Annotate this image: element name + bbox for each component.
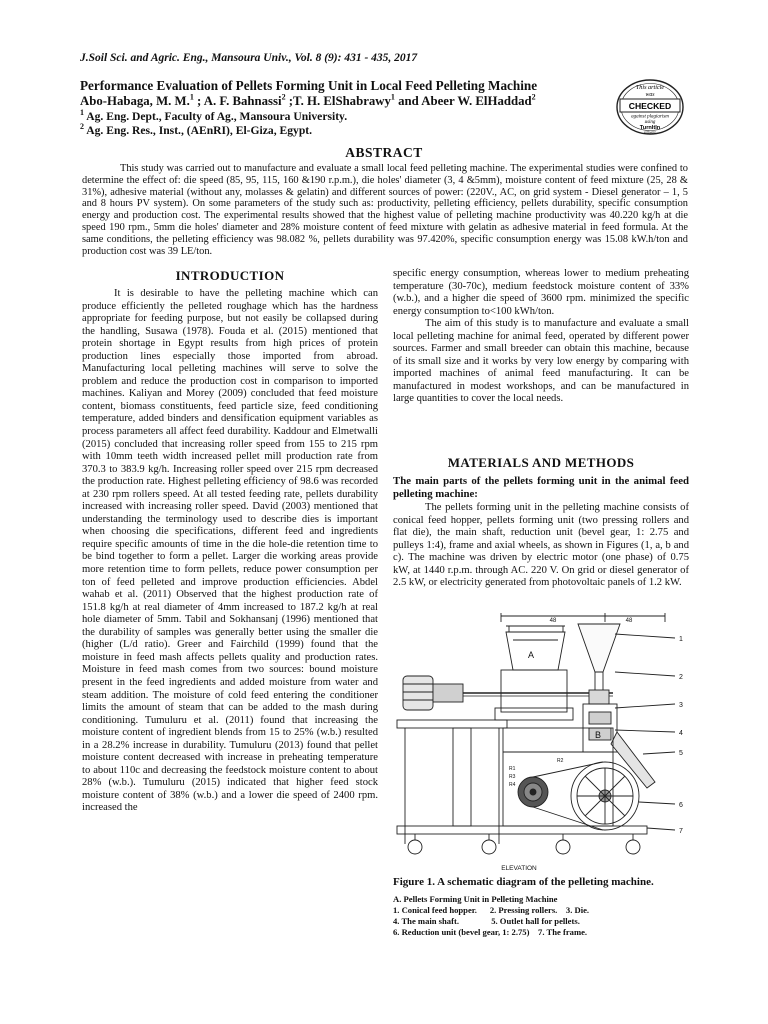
figure-legend [393, 894, 693, 938]
callout-2: 2 [679, 674, 683, 681]
electric-motor [403, 676, 433, 710]
wheel-1 [408, 840, 422, 854]
badge-line-2: was [645, 92, 655, 98]
abstract-heading: ABSTRACT [345, 145, 423, 160]
materials-paragraph: The pellets forming unit in the pelleting machine consists of conical feed hopper, pellets forming unit (two pressing rollers and flat die), the main shaft, reduction unit (bevel gear, 1: 2.75 and pulleys 1:4), frame and axial wheels, as shown in Figures (1, a, b and c). The machine was driven by electric motor (one phase) of 0.75 kW, at 1440 r.p.m. through AC. 220 V. On grid or diesel generator of 2.5 kW, or electricity generated from photovoltaic panels of 1.2 kW. [393, 502, 689, 589]
label-a: A [527, 650, 535, 660]
figure-caption: Figure 1. A schematic diagram of the pelleting machine. [393, 876, 654, 888]
author-4: and Abeer W. ElHaddad [394, 94, 532, 108]
wheel-3 [556, 840, 570, 854]
badge-line-5: using [644, 120, 656, 125]
affiliation-1-number: 1 [80, 108, 84, 118]
author-2: ; A. F. Bahnassi [193, 94, 282, 108]
plagiarism-check-badge [615, 78, 685, 136]
legend-line-4: 6. Reduction unit (bevel gear, 1: 2.75) 7. The frame. [393, 927, 588, 937]
affiliation-2-text: Ag. Eng. Res., Inst., (AEnRI), El-Giza, Egypt. [84, 124, 313, 137]
outlet-chute [611, 732, 655, 788]
frame-table [397, 720, 507, 728]
legend-line-2: 1. Conical feed hopper. 2. Pressing rollers. 3. Die. [393, 905, 590, 915]
affiliation-1-text: Ag. Eng. Dept., Faculty of Ag., Mansoura University. [84, 110, 348, 123]
pulley-r2: R2 [557, 758, 564, 764]
author-1: Abo-Habaga, M. M. [80, 94, 190, 108]
elevation-label: ELEVATION [501, 865, 537, 872]
author-3-affil: 1 [390, 92, 395, 102]
hopper-a [506, 632, 565, 670]
aim-paragraph: The aim of this study is to manufacture and evaluate a small local pelleting machine for animal feed, operated by different power sources. Farmer and small breeder can obtain this machine, because of its small size and it works by very low energy by comparing with imported machines of animal feed manufacturing. It can be manufactured in modest workshops, and can be manufactured in large quantities to cover the local needs. [393, 318, 689, 405]
intro-continuation: specific energy consumption, whereas lower to medium preheating temperature (30-70c), medium feedstock moisture content of 33% (w.b.), and a higher die speed of 3600 rpm. minimized the specific energy consumption to<100 kWh/ton. [393, 268, 689, 317]
dim-label-left: 48 [549, 618, 557, 624]
author-2-affil: 2 [281, 92, 286, 102]
legend-line-1: A. Pellets Forming Unit in Pelleting Machine [393, 894, 558, 904]
callout-5: 5 [679, 750, 683, 757]
right-column-top [393, 268, 689, 406]
author-4-affil: 2 [531, 92, 536, 102]
wheel-2 [482, 840, 496, 854]
cabinet [503, 728, 613, 826]
main-parts-subheading: The main parts of the pellets forming unit in the animal feed pelleting machine: [393, 475, 689, 500]
badge-line-7: software [643, 130, 657, 135]
badge-line-4: against plagiarism [631, 114, 669, 120]
legend-line-3: 4. The main shaft. 5. Outlet hall for pellets. [393, 916, 580, 926]
callout-4: 4 [679, 730, 683, 737]
introduction-heading: INTRODUCTION [175, 268, 285, 283]
introduction-paragraph: It is desirable to have the pelleting machine which can produce efficiently the pelleted roughage which has the hardness appropriate for feeding purpose, but not easily be collapsed during the handling, Susawa (1978). Fouda et al. (2015) mentioned that protein shortage in Egypt results from high prices of protein production lines especially those imported from abroad. Manufacturing local pelleting machines will serve to solve the problem and reduce the production cost in comparison to imported machines. Kaliyan and Morey (2009) concluded that feed moisture content, biomass constituents, feed particle size, feed conditioning temperature, added binders and densification equipment variables as process parameters all affect feed durability. Kaddour and Elmetwalli (2015) concluded that increasing roller speed from 155 to 215 rpm with 10mm teeth width increased pellet mill production rate from 370.3 to 383.9 kg/h. Increasing roller speed over 215 rpm decreased the production rate. Highest pelleting efficiency of 98.6 was recorded at 230 rpm rollers speed. At all tested feeding rate, pellets durability increased with increasing roller speed. David (2003) mentioned that understanding the terminology used to describe dies is important when choosing die specifications, different feed and ingredients require specific amounts of time in the die hole-die retention time to be bind together to form a pellet. Larger die working areas provide more retention time to form pellets, reduce power consumption per ton of feed pelleted and improve production efficiencies. Abdel wahab et al. (2011) Observed that the highest production rate of 151.8 kg/h at real diameter of 4mm increased to 187.2 kg/h at real hole diameter of 5mm. Tabil and Sokhansanj (1996) mentioned that the durability of samples was generally better using the smaller die (higher (L/d ratio). Greer and Fairchild (1999) found that the moisture in feed mash affects pellets quality and production rates. Moisture in feed mash comes from two sources: bound moisture present in the feed ingredients and added moisture from water and steam addition. The moisture of cold feed entering the conditioner limits the amount of steam that can be added to the mash during conditioning. Tumuluru et al. (2011) found that increasing the moisture content of ingredient blends from 15 to 25% (w.b.) resulted in a 28.2% increase in durability. Tumuluru (2013) found that pellet moisture content decreased with increase in preheating temperature to about 110c and decreasing the feedstock moisture content to about 28% (w.b.). Tumuluru (2015) indicated that higher feed stock moisture content of 38% (w.b.) and a lower die speed of 2400 rpm. increased the [82, 288, 378, 814]
materials-methods-column [393, 502, 689, 590]
author-list [80, 94, 640, 109]
pulley-r4: R4 [509, 782, 516, 788]
author-1-affil: 1 [189, 92, 194, 102]
introduction-column [82, 288, 378, 815]
pulley-r1: R1 [509, 766, 516, 772]
author-3: ;T. H. ElShabrawy [285, 94, 391, 108]
affiliation-1 [80, 110, 640, 124]
callout-6: 6 [679, 802, 683, 809]
badge-line-6: TurnItIn [639, 125, 661, 131]
affiliation-2 [80, 124, 640, 138]
abstract-text: This study was carried out to manufacture and evaluate a small local feed pelleting machine. The experimental studies were confined to determine the effect of: die speed (85, 95, 115, 160 &190 r.p.m.), die holes' diameter (3, 4 &5mm), moisture content of feed mixture (25, 28 & 31%), adhesive material (without any, molasses & gelatin) and different sources of power: (220V., AC, on grid system - Diesel generator – 1, 5 and 8 hours PV system). On some parameters of the study such as: productivity, pelleting efficiency, pellets durability, specific consumption energy and production cost. The experimental results showed that the highest value of pelleting machine productivity was 40.220 kg/h at die speed 190 rpm., 5mm die holes' diameter and 28% moisture content of feed mixture with gelatin as adhesive material in feed formula. At the same conditions, the pelleting efficiency was 98.082 %, pellets durability was 97.420%, specific consumption energy was 15.08 kW.h/ton and production cost was 39 LE/ton. [82, 163, 688, 257]
hopper-b [578, 624, 620, 672]
callout-1: 1 [679, 636, 683, 643]
pulley-r3: R3 [509, 774, 516, 780]
callout-7: 7 [679, 828, 683, 835]
mixing-chamber [501, 670, 567, 712]
materials-methods-heading: MATERIALS AND METHODS [447, 455, 635, 470]
journal-header: J.Soil Sci. and Agric. Eng., Mansoura Univ., Vol. 8 (9): 431 - 435, 2017 [80, 52, 418, 64]
affiliation-2-number: 2 [80, 122, 84, 132]
paper-title: Performance Evaluation of Pellets Forming Unit in Local Feed Pelleting Machine [80, 78, 538, 93]
dim-label-right: 48 [625, 618, 633, 624]
badge-checked: CHECKED [628, 101, 672, 111]
callout-3: 3 [679, 702, 683, 709]
badge-line-1: This article [635, 84, 665, 91]
machine-schematic-figure [393, 612, 693, 874]
wheel-4 [626, 840, 640, 854]
label-b: B [594, 730, 602, 740]
